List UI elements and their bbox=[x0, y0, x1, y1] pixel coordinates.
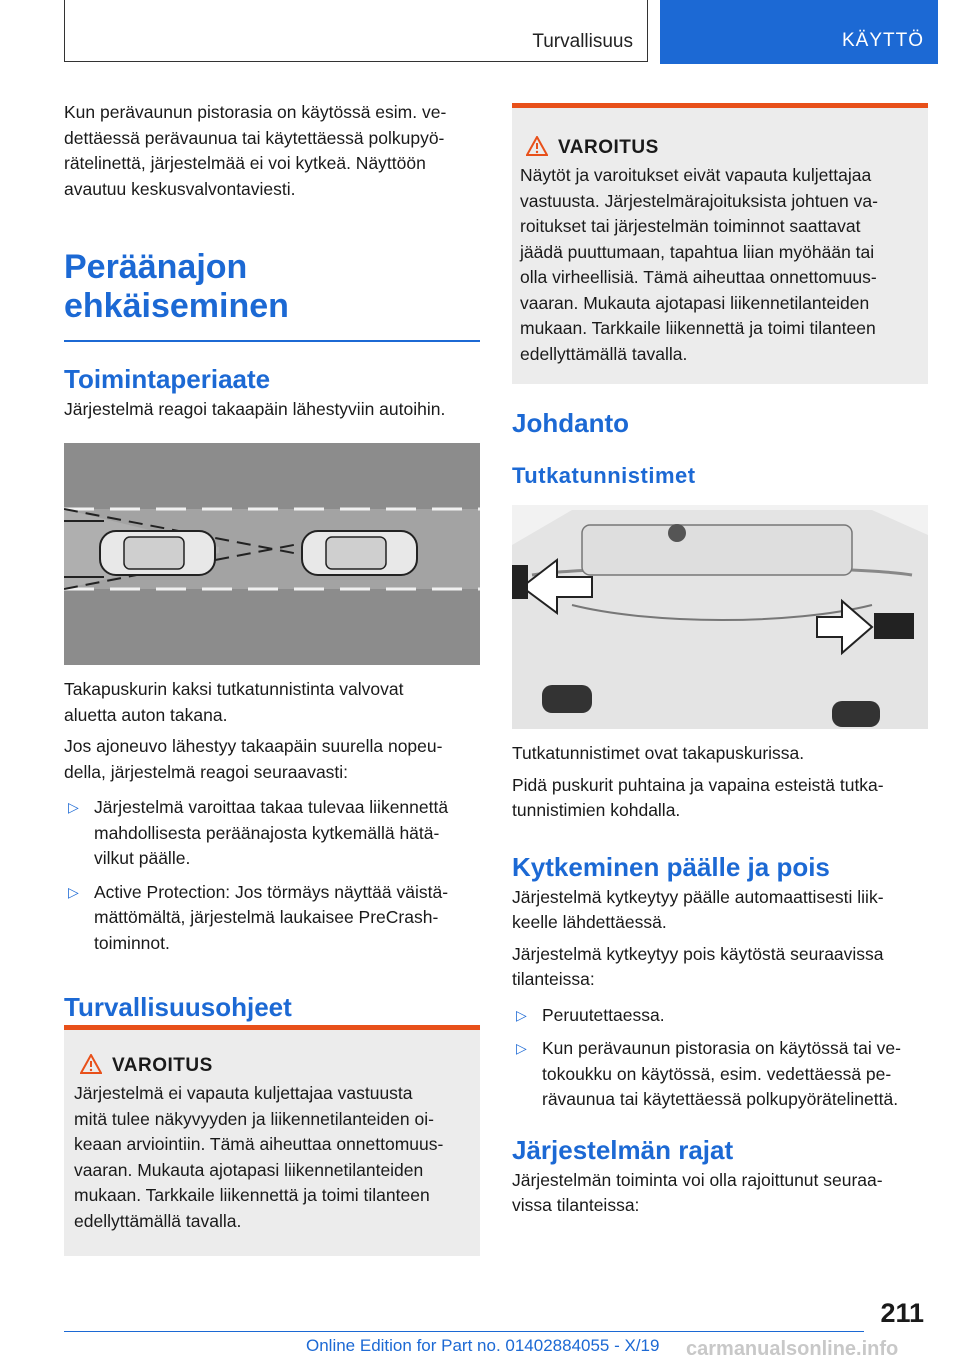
list-item: ▷ Active Protection: Jos törmäys näyttää väistä- mättömältä, järjestelmä laukaisee PreCrash- toiminnot. bbox=[68, 881, 449, 953]
switch-on-text: Järjestelmä kytkeytyy päälle automaattisesti liik- keelle lähdettäessä. bbox=[512, 886, 884, 932]
condition-text: Jos ajoneuvo lähestyy takaapäin suurella nopeu- della, järjestelmä reagoi seuraavasti: bbox=[64, 736, 443, 782]
page-number: 211 bbox=[880, 1298, 924, 1328]
header-section-tab bbox=[64, 0, 648, 62]
left-column bbox=[64, 100, 480, 479]
sensors-care-text: Pidä puskurit puhtaina ja vapaina esteistä tutka- tunnistimien kohdalla. bbox=[512, 774, 884, 820]
warning-box-right bbox=[512, 103, 928, 384]
bullet-triangle-icon: ▷ bbox=[68, 883, 79, 900]
header-chapter: KÄYTTÖ bbox=[841, 30, 924, 51]
intro-heading: Johdanto bbox=[512, 408, 629, 438]
principle-text: Järjestelmä reagoi takaapäin lähestyviin autoihin. bbox=[64, 398, 446, 419]
warning-title: VAROITUS bbox=[112, 1055, 213, 1076]
switch-off-text: Järjestelmä kytkeytyy pois käytöstä seuraavissa tilanteissa: bbox=[512, 943, 884, 989]
list-item: ▷ Peruutettaessa. bbox=[512, 1003, 928, 1029]
principle-heading: Toimintaperiaate bbox=[64, 363, 271, 394]
switch-heading: Kytkeminen päälle ja pois bbox=[512, 851, 830, 882]
radar-zone-illustration bbox=[64, 443, 480, 665]
sensors-heading: Tutkatunnistimet bbox=[512, 463, 696, 488]
bullet-triangle-icon: ▷ bbox=[68, 799, 79, 815]
footer-rule bbox=[64, 1331, 864, 1332]
limits-heading: Järjestelmän rajat bbox=[512, 1134, 734, 1165]
warning-triangle-icon bbox=[526, 136, 548, 156]
warning-text: Näytöt ja varoitukset eivät vapauta kuljettajaa vastuusta. Järjestelmärajoituksista johtuen va- roitukset tai järjestelmän toiminnot saattavat jäädä puuttumaan, tapahtua liian myöhään tai olla virheellisiä. Tämä aiheuttaa onnettomuus- vaaran. Mukauta ajotapasi liikennetilanteiden mukaan. Tarkkaile liikennettä ja toimi tilanteen edellyttämällä tavalla. bbox=[520, 165, 878, 364]
warning-box-left bbox=[64, 1025, 480, 1256]
warning-text: Järjestelmä ei vapauta kuljettajaa vastuusta mitä tulee näkyvyyden ja liikennetilanteiden oi- keaan arviointiin. Tämä aiheuttaa onnettomuus- vaaran. Mukauta ajotapasi liikennetilanteiden mukaan. Tarkkaile liikennettä ja toimi tilanteen edellyttämällä tavalla. bbox=[74, 1083, 444, 1231]
rear-car bbox=[100, 531, 215, 575]
list-item: ▷ Järjestelmä varoittaa takaa tulevaa liikennettä mahdollisesta peräänajosta kytkemällä hätä- vilkut päälle. bbox=[68, 797, 449, 868]
title-rule bbox=[64, 340, 480, 342]
sensors-text: Tutkatunnistimet ovat takapuskurissa. bbox=[512, 743, 805, 763]
front-car bbox=[302, 531, 417, 575]
bullet-triangle-icon: ▷ bbox=[516, 1006, 527, 1023]
header-section: Turvallisuus bbox=[532, 31, 633, 52]
page-title: Peräänajon ehkäiseminen bbox=[64, 248, 289, 325]
warning-title: VAROITUS bbox=[558, 137, 659, 158]
footer-edition: Online Edition for Part no. 01402884055 - X/19 bbox=[306, 1336, 660, 1355]
list-item: ▷ Kun perävaunun pistorasia on käytössä tai ve- tokoukku on käytössä, esim. vedettäessä pe- rävaunua tai käytettäessä polkupyörätelinettä. bbox=[516, 1038, 901, 1109]
safety-heading: Turvallisuusohjeet bbox=[64, 992, 292, 1022]
rear-bumper-illustration bbox=[512, 505, 928, 729]
intro-paragraph: Kun perävaunun pistorasia on käytössä esim. ve- dettäessä perävaunua tai käytettäessä polkupyö- rätelinettä, järjestelmää ei voi kytkeä. Näyttöön avautuu keskusvalvontaviesti. bbox=[64, 102, 447, 199]
illustration-caption: Takapuskurin kaksi tutkatunnistinta valvovat aluetta auton takana. bbox=[64, 679, 404, 725]
header-chapter-tab bbox=[660, 0, 938, 64]
footer-watermark: carmanualsonline.info bbox=[686, 1338, 899, 1360]
limits-text: Järjestelmän toiminta voi olla rajoittunut seuraa- vissa tilanteissa: bbox=[512, 1169, 883, 1215]
bullet-triangle-icon: ▷ bbox=[516, 1040, 527, 1056]
warning-triangle-icon bbox=[80, 1054, 102, 1074]
